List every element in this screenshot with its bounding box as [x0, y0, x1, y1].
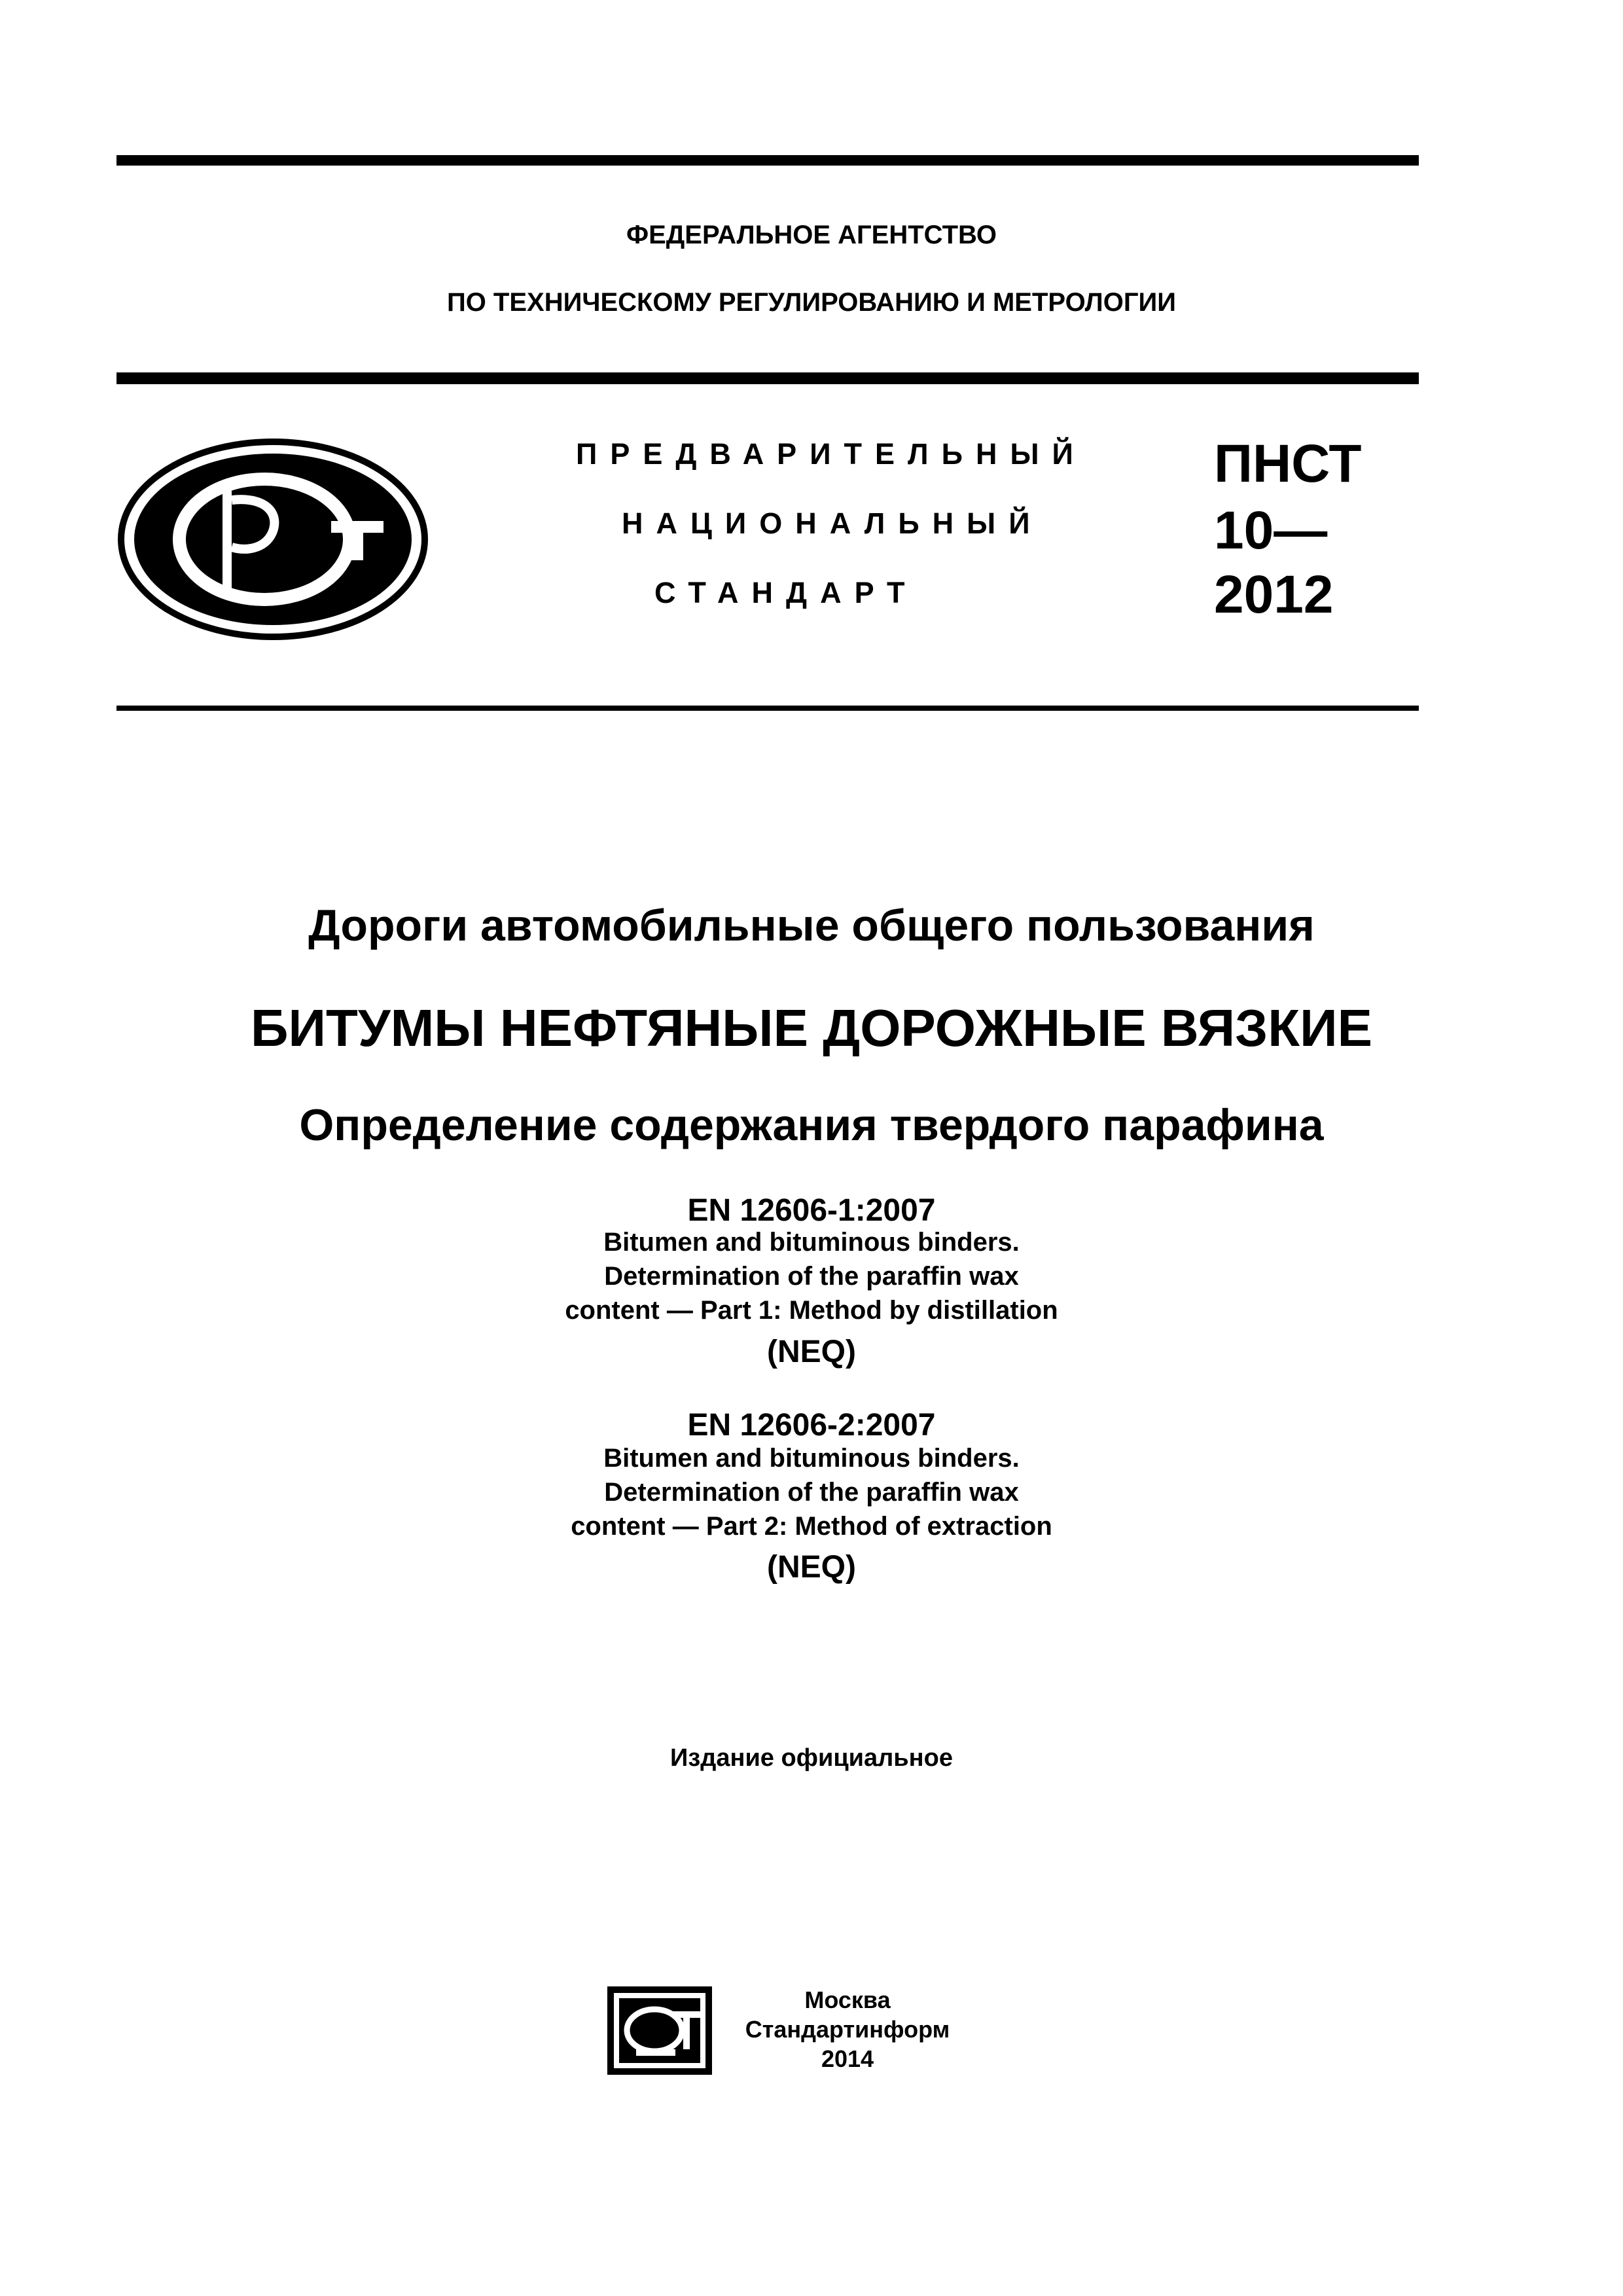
rst-certification-mark-icon — [116, 437, 429, 641]
reference-1-line-3: content — Part 1: Method by distillation — [565, 1296, 1058, 1325]
designation-line-2: 10— — [1214, 501, 1328, 560]
publisher-city: Москва — [804, 1986, 891, 2013]
publisher-year: 2014 — [821, 2045, 874, 2072]
agency-line-1: ФЕДЕРАЛЬНОЕ АГЕНТСТВО — [626, 221, 997, 249]
reference-2-line-3: content — Part 2: Method of extraction — [571, 1512, 1052, 1541]
reference-1-line-2: Determination of the paraffin wax — [604, 1262, 1019, 1291]
standard-type-line-2: НАЦИОНАЛЬНЫЙ — [622, 507, 1043, 540]
designation-rule — [116, 706, 1419, 711]
publisher-name: Стандартинформ — [745, 2016, 950, 2043]
title-line-2: БИТУМЫ НЕФТЯНЫЕ ДОРОЖНЫЕ ВЯЗКИЕ — [251, 999, 1372, 1057]
standard-type-line-3: СТАНДАРТ — [654, 576, 918, 609]
top-rule — [116, 155, 1419, 166]
title-line-1: Дороги автомобильные общего пользования — [308, 901, 1315, 950]
reference-2-line-1: Bitumen and bituminous binders. — [603, 1444, 1020, 1473]
agency-line-2: ПО ТЕХНИЧЕСКОМУ РЕГУЛИРОВАНИЮ И МЕТРОЛОГИИ — [446, 288, 1177, 317]
reference-1-line-1: Bitumen and bituminous binders. — [603, 1228, 1020, 1257]
title-line-3: Определение содержания твердого парафина — [299, 1100, 1324, 1150]
reference-2-code: EN 12606-2:2007 — [687, 1408, 936, 1443]
designation-line-1: ПНСТ — [1214, 434, 1362, 493]
edition-label: Издание официальное — [670, 1744, 953, 1772]
reference-1-equivalence: (NEQ) — [767, 1335, 856, 1369]
reference-2-line-2: Determination of the paraffin wax — [604, 1478, 1019, 1507]
header-rule — [116, 372, 1419, 384]
standartinform-logo-icon — [607, 1986, 712, 2075]
reference-2-equivalence: (NEQ) — [767, 1550, 856, 1585]
standard-type-line-1: ПРЕДВАРИТЕЛЬНЫЙ — [576, 437, 1086, 471]
designation-line-3: 2012 — [1214, 565, 1334, 624]
reference-1-code: EN 12606-1:2007 — [687, 1193, 936, 1228]
